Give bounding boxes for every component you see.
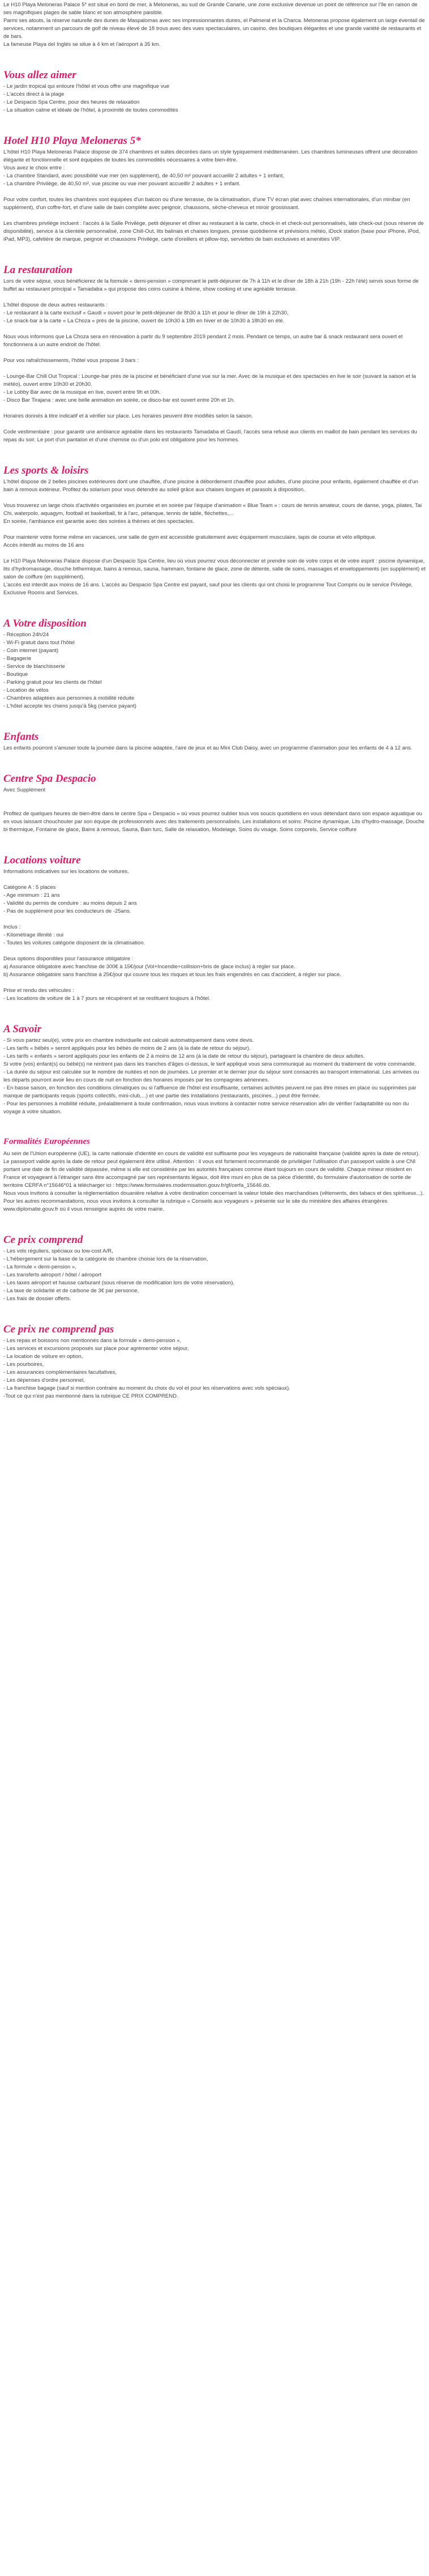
exclus-list — [3, 1337, 426, 1400]
section-title-restauration: La restauration — [3, 264, 72, 276]
list-item: - Parking gratuit pour les clients de l'hôtel — [3, 679, 102, 685]
section-title-love: Vous allez aimer — [3, 69, 76, 81]
resto-paragraph: Horaires donnés à titre indicatif et à vérifier sur place. Les horaires peuvent être modifiés selon la saison. — [3, 413, 253, 419]
resto-paragraph: L'hôtel dispose de deux autres restaurants : - Le restaurant à la carte exclusif « Gaudi » ouvert pour le petit-déjeuner de 8h30 à 11h et pour le dîner de 19h à 22h30, - Le snack-bar à la carte « La Choza » près de la piscine, ouvert de 10h30 à 18h en hiver et de 10h30 à 18h30 en été. — [3, 302, 289, 324]
section-title-voiture: Locations voiture — [3, 854, 81, 866]
resto-paragraph: Nous vous informons que La Choza sera en rénovation à partir du 9 septembre 2019 pendant 2 mois. Pendant ce temps, un autre bar & snack restaurant sera ouvert et fonctionnera à un autre endroit de l'hôtel. — [3, 334, 403, 348]
list-item: - Coin internet (payant) — [3, 648, 59, 654]
voiture-paragraph: Inclus : - Kilométrage illimité : oui - Toutes les voitures catégorie disposent de la climatisation. — [3, 924, 145, 946]
hotel-paragraph: Pour votre confort, toutes les chambres sont équipées d'un balcon ou d'une terrasse, de la climatisation, d'une TV écran plat avec chaînes internationales, d'un minibar (en supplément), d'un coffre-fort, et d'une salle de bain complète avec peignoir, chaussons, sèche-cheveux et miroir grossissant. — [3, 197, 410, 211]
sports-paragraph: Vous trouverez un large choix d'activités organisées en journée et en soirée par l'équipe d'animation « Blue Team » : cours de tennis amateur, cours de danse, yoga, pilates, Tai Chi, waterpolo, aquagym, football et basketball, tir à l'arc, pétanque, tennis de table, fléchettes,... En soirée, l'ambiance est garantie avec des soirées à thèmes et des spectacles. — [3, 503, 422, 525]
list-item: - Les vols réguliers, spéciaux ou low-cost A/R, — [3, 1248, 113, 1254]
list-item: - La formule « demi-pension », — [3, 1264, 76, 1270]
spa-subtitle: Avec Supplément — [3, 787, 46, 793]
enfants-paragraph: Les enfants pourront s'amuser toute la journée dans la piscine adaptée, l'aire de jeux et au Mini Club Daisy, avec un programme d'animation pour les enfants de 4 à 12 ans. — [3, 745, 413, 751]
resto-paragraph: Code vestimentaire : pour garantir une ambiance agréable dans les restaurants Tamadaba et Gaudí, l'accès sera refusé aux clients en maillot de bain pendant les services du repas du soir. Le port d'un pantalon et d'une chemise ou d'un polo est obligatoire pour les hommes. — [3, 429, 417, 443]
list-item: - La franchise bagage (sauf si mention contraire au moment du choix du vol et pour les réservations avec vols spéciaux). — [3, 1385, 290, 1391]
resto-paragraph: Pour vos rafraîchissements, l'hôtel vous propose 3 bars : — [3, 357, 139, 364]
list-item: - Les transferts aéroport / hôtel / aéroport — [3, 1272, 102, 1278]
section-title-enfants: Enfants — [3, 731, 39, 743]
sports-paragraph: L'hôtel dispose de 2 belles piscines extérieures dont une chauffée, d'une piscine à débordement chauffée pour adultes, d'une piscine pour enfants, également chauffée et d'un bain à remous extérieur. Profitez du solarium pour vous détendre au soleil grâce aux chaises longues et parasols à disposition. — [3, 479, 418, 493]
section-title-exclus: Ce prix ne comprend pas — [3, 1323, 114, 1335]
list-item: - Wi-Fi gratuit dans tout l'hôtel — [3, 640, 75, 646]
list-item: - L'hôtel accepte les chiens jusqu'à 5kg (service payant) — [3, 703, 136, 709]
list-item: - L'hébergement sur la base de la catégorie de chambre choisie lors de la réservation, — [3, 1256, 208, 1262]
section-title-sports: Les sports & loisirs — [3, 465, 89, 476]
savoir-paragraph: - Si vous partez seul(e), votre prix en chambre individuelle est calculé automatiquement dans votre devis. - Les tarifs « bébés » seront appliqués pour les bébés de moins de 2 ans (à la date de retour du séjour). - Les tarifs « enfants » seront appliqués pour les enfants de 2 à moins de 12 ans (à la date de retour du séjour), partageant la chambre de deux adultes. Si votre (vos) enfant(s) ou bébé(s) ne rentrent pas dans les tranches d'âges ci-dessus, le tarif appliqué vous sera communiqué au moment du traitement de votre commande. - La durée du séjour est calculée sur le nombre de nuitées et non de journées. Le premier et le dernier jour du séjour sont consacrés au transport international. Les arrivées ou les départs pourront avoir lieu en cours de nuit en fonction des horaires imposés par les compagnies aériennes. - En basse saison, en fonction des conditions climatiques ou si l'affluence de l'hôtel est insuffisante, certaines activités peuvent ne pas être mises en place ou supprimées par manque de participants requis (sports collectifs, mini-club,...) et une partie des installations (restaurants, piscines...) peut être fermée. - Pour les personnes à mobilité réduite, préalablement à toute confirmation, nous vous invitons à contacter notre service réservation afin de vérifier l'adaptabilité ou non du voyage à votre situation. — [3, 1037, 419, 1115]
list-item: - La situation calme et idéale de l'hôtel, à proximité de toutes commodités — [3, 107, 178, 113]
hotel-paragraph: L'hôtel H10 Playa Meloneras Palace dispose de 374 chambres et suites décorées dans un style typiquement méditerranéen. Les chambres lumineuses offrent une décoration élégante et fonctionnelle et sont équipées de toutes les commodités nécessaires à votre bien-être. Vous avez le choix entre : - La chambre Standard, avec possibilité vue mer (en supplément), de 40,50 m² pouvant accueillir 2 adultes + 1 enfant, - La chambre Privilège, de 40,50 m², vue piscine ou vue mer pouvant accueillir 2 adultes + 1 enfant. — [3, 149, 418, 187]
voiture-paragraph: Informations indicatives sur les locations de voitures. — [3, 868, 129, 875]
inclus-list — [3, 1247, 426, 1303]
voiture-paragraph: Prise et rendu des véhicules : - Les locations de voiture de 1 à 7 jours se récupèrent et se restituent toujours à l'hôtel. — [3, 987, 211, 1002]
section-title-savoir: A Savoir — [3, 1023, 42, 1035]
disposition-list — [3, 631, 426, 710]
list-item: - Les pourboires, — [3, 1361, 44, 1368]
list-item: - Boutique — [3, 671, 28, 678]
sports-paragraph: Le H10 Playa Meloneras Palace dispose d'un Despacio Spa Centre, lieu où vous pourrez vous déconnecter et prendre soin de votre corps et de votre esprit : piscine dynamique, lits d'hydromassage, douche bithermique, bains à remous, sauna, hammam, fontaine de glace, zone de détente, salle de soins, massages et enveloppements (en supplément) et salon de coiffure (en supplément). L'accès est interdit aux moins de 16 ans. L'accès au Despacio Spa Centre est payant, sauf pour les clients qui ont choisi le programme Tout Compris ou le service Privilège, Exclusive Rooms and Services. — [3, 558, 426, 596]
list-item: - Bagagerie — [3, 655, 32, 662]
list-item: - L'accès direct à la plage — [3, 91, 65, 97]
list-item: - La location de voiture en option, — [3, 1353, 83, 1360]
voiture-paragraph: Deux options disponibles pour l'assurance obligatoire : a) Assurance obligatoire avec franchise de 300€ à 15€/jour (Vol+Incendie+collision+bris de glace inclus) à régler sur place. b) Assurance obligatoire sans franchise à 25€/jour qui couvre tous les risques et tous les frais engendrés en cas d'accident, à régler sur place. — [3, 956, 341, 978]
section-title-disposition: A Votre disposition — [3, 618, 87, 629]
list-item: - Les frais de dossier offerts. — [3, 1296, 71, 1302]
list-item: - Réception 24h/24 — [3, 632, 49, 638]
hotel-paragraph: Les chambres privilège incluent : l'accès à la Salle Privilège, petit déjeuner et dîner au restaurant à la carte, check-in et check-out personnalisés, late check-out (sous réserve de disponibilité), service à la clientèle personnalisé, zone Chill-Out, lits balinais et chaises longues, presse quotidienne et prévisions météo, iDock station (base pour iPhone, iPod, iPad, MP3), cafetière de marque, peignoir et chaussons Privilège, carte d'oreillers et pillow-top, serviettes de bain exclusives et amenities VIP. — [3, 220, 424, 242]
sports-paragraph: Pour maintenir votre forme même en vacances, une salle de gym est accessible gratuitement avec équipement musculaire, tapis de course et vélo elliptique. Accès interdit au moins de 16 ans — [3, 534, 377, 548]
list-item: - Les repas et boissons non mentionnés dans la formule « demi-pension », — [3, 1338, 182, 1344]
spa-paragraph: Profitez de quelques heures de bien-être dans le centre Spa « Despacio » où vous pourrez oublier tous vos soucis quotidiens en vous détendant dans son espace aquatique ou en vous laissant chouchouter par son équipe de professionnels avec des traitements personnalisés. Les installations et soins: Piscine dynamique, Lits d'hydro-massage, Douche bi thermique, Fontaine de glace, Bains à remous, Sauna, Bain turc, Salle de relaxation, Modelage, Soins du visage, Soins corporels, Service coiffure — [3, 811, 424, 833]
list-item: - Les assurances complémentaires facultatives, — [3, 1369, 117, 1376]
list-item: - Le Despacio Spa Centre, pour des heures de relaxation — [3, 99, 140, 105]
list-item: - Chambres adaptées aux personnes à mobilité réduite — [3, 695, 135, 701]
list-item: - Location de vélos — [3, 687, 49, 693]
list-item: - Les taxes aéroport et hausse carburant (sous réserve de modification lors de votre réservation), — [3, 1280, 235, 1286]
section-title-inclus: Ce prix comprend — [3, 1234, 83, 1246]
intro-text: Le H10 Playa Meloneras Palace 5* est situé en bord de mer, à Meloneras, au sud de Grande Canarie, une zone exclusive devenue un point de référence sur l'île en raison de ses magnifiques plages de sable blanc et son atmosphère paisible. Parmi ses atouts, la réserve naturelle des dunes de Maspalomas avec ses impressionnantes dunes, el Palmeral et la Charca. Meloneras propose également un large éventail de services, notamment un parcours de golf de niveau élevé de 18 trous avec des vues spectaculaires, un casino, des boutiques élégantes et une grande variété de restaurants et de bars. La fameuse Playa del Inglés se situe à 4 km et l'aéroport à 35 km. — [3, 2, 425, 48]
voiture-paragraph: Catégorie A : 5 places - Age minimum : 21 ans - Validité du permis de conduire : au moins depuis 2 ans - Pas de supplément pour les conducteurs de -25ans. — [3, 884, 137, 914]
resto-paragraph: - Lounge-Bar Chill Out Tropical : Lounge-bar près de la piscine et bénéficiant d'une vue sur la mer. Avec de la musique et des spectacles en live le soir (suivant la saison et la météo), ouvert entre 10h30 et 20h30. - Le Lobby Bar avec de la musique en live, ouvert entre 9h et 00h. - Disco Bar Tirajana : avec une belle animation en soirée, ce disco-bar est ouvert entre 20h et 1h. — [3, 373, 416, 403]
section-title-formalites: Formalités Européennes — [3, 1137, 90, 1146]
list-item: -Tout ce qui n'est pas mentionné dans la rubrique CE PRIX COMPREND. — [3, 1393, 178, 1399]
list-item: - La taxe de solidarité et de carbone de 3€ par personne, — [3, 1288, 139, 1294]
list-item: - Les services et excursions proposés sur place pour agrémenter votre séjour, — [3, 1346, 189, 1352]
section-title-hotel: Hotel H10 Playa Meloneras 5* — [3, 135, 141, 147]
formalites-paragraph: Au sein de l'Union européenne (UE), la carte nationale d'identité en cours de validité est suffisante pour les voyageurs de nationalité française (validité après la date de retour). Le passeport valide après la date de retour peut également être utilisé. Attention : il vous est fortement recommandé de privilégier l'utilisation d'un passeport valide à une CNI portant une date de fin de validité dépassée, même si elle est considérée par les autorités françaises comme étant toujours en cours de validité. Chaque mineur résident en France et voyageant à l'étranger sans être accompagné par ses représentants légaux, doit être muni en plus de sa pièce d'identité, du formulaire d'autorisation de sortie de territoire CERFA n°15646*01 à télécharger ici : https://www.formulaires.modernisation.gouv.fr/gf/cerfa_15646.do. Nous vous invitons à consulter la réglementation douanière relative à votre destination concernant la valeur totale des marchandises (vêtements, des tabacs et des spiritueux...). Pour les autres recommandations, nous vous invitons à consulter la rubrique « Conseils aux voyageurs » présente sur le site du ministère des affaires étrangères www.diplomatie.gouv.fr où il vous renseigne auprès de votre mairie. — [3, 1151, 424, 1212]
love-list — [3, 83, 426, 114]
section-title-spa: Centre Spa Despacio — [3, 773, 96, 785]
list-item: - Le jardin tropical qui entoure l'hôtel et vous offre une magnifique vue — [3, 83, 170, 90]
list-item: - Les dépenses d'ordre personnel, — [3, 1377, 85, 1383]
resto-paragraph: Lors de votre séjour, vous bénéficierez de la formule « demi-pension » comprenant le petit-déjeuner de 7h à 11h et le dîner de 18h à 21h (19h - 22h l'été) servis sous forme de buffet au restaurant principal « Tamadaba » qui propose des coins cuisine à thème, show cooking et une agréable terrasse. — [3, 278, 419, 292]
list-item: - Service de blanchisserie — [3, 663, 65, 670]
